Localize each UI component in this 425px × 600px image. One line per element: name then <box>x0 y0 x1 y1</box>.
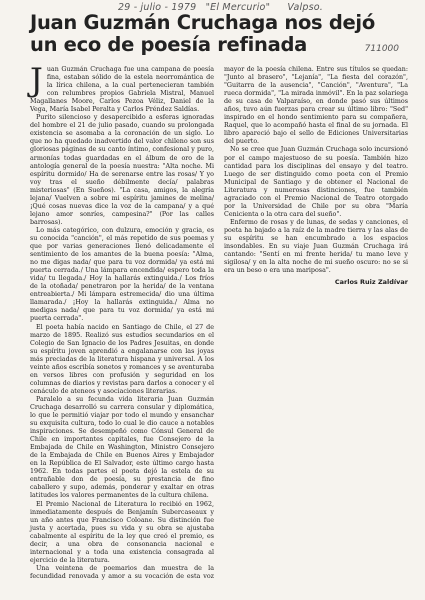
article-paragraph: Purito silencioso y desapercibido a esferas ignoradas del hombre el 21 de julio pasado, cuando su prolongada existencia se asomaba a la coronación de un siglo. Lo que no ha quedado inadvertido del valor chileno son sus gloriosas páginas de su canto íntimo, confesional y puro, armonías todas guardadas en el álbum de oro de la antología general de la poesía nuestra: "Alta noche. Mi espíritu dormido/ Ha de serenarse entre las rosas/ Y yo voy tras el sueño débilmente decía/ palabras misteriosas" (En Sueños). "La casa, amigos, la alegría lejana/ Vuelven a sobre mi espíritu jamines de melina/ ¡Qué cosas nuevas dice la voz de la campana/ y a qué lejano amor sonríes, campesina?" (Por las calles barrosas). <box>30 114 214 226</box>
drop-cap: J <box>30 61 43 99</box>
article-paragraph: No se cree que Juan Guzmán Cruchaga solo incursionó por el campo majestuoso de su poesía. También hizo cantidad para los disciplinas del ensayo y del teatro. Luego de ser distinguido como poeta con el Premio Municipal de Santiago y de obtener el Nacional de Literatura y numerosas distinciones, fue también agraciado con el Premio Nacional de Teatro otorgado por la Universidad de Chile por su obra "María Cenicienta o la otra cara del sueño". <box>224 146 408 218</box>
article-body <box>30 61 408 586</box>
article-paragraph: Enfermo de rosas y de lunas, de sedas y canciones, el poeta ha bajado a la raíz de la madre tierra y las alas de su espíritu se han encumbrado a los espacios insondables. En su viaje Juan Guzmán Cruchaga irá cantando: "Sentí en mi frente herida/ tu mano leve y sigilosa/ y en la alta noche de mi sueño oscuro: no se si era un beso o era una mariposa". <box>224 218 408 275</box>
article-paragraph: Una veintena de poemarios dan muestra de la fecundidad renovada y amor a su vocación de esta voz mayor de la poesía chilena. Entre sus títulos se quedan: "Junto al brasero", "Lejanía", "La fiesta del corazón", "Guitarra de la ausencia", "Canción", "Aventura", "La rueca dormida", "La mirada inmóvil". En la paz solariega de su casa de Valparaíso, en donde pasó sus últimos años, tuvo aún fuerzas para crear su último libro: "Sed" inspirado en el hondo sentimiento para su compañera, Raquel, que lo acompañó hasta el final de su jornada. El libro apareció bajo el sello de Ediciones Universitarias del puerto. <box>30 66 408 580</box>
article-paragraph: Paralelo a su fecunda vida literaria Juan Guzmán Cruchaga desarrolló su carrera consular y diplomática, lo que le permitió viajar por todo el mundo y ensanchar su exquisita cultura, todo lo cual le dio cauce a notables inspiraciones. Se desempeñó como Cónsul General de Chile en importantes capitales, fue Consejero de la Embajada de Chile en Washington, Ministro Consejero de la Embajada de Chile en Buenos Aires y Embajador en la República de El Salvador, este último cargo hasta 1962. En todas partes el poeta dejó la estela de su entrañable don de poesía, su prestancia de fino caballero y supo, además, ponderar y exaltar en otras latitudes los valores permanentes de la cultura chilena. <box>30 395 214 500</box>
handwritten-date: 29 - julio - 1979 <box>118 2 197 13</box>
lead-text: uan Guzmán Cruchaga fue una campana de poesía fina, estaban sólido de la estela neorromántica de la lírica chilena, a la cual pertenecieran también con relumbres propios Gabriela Mistral, Manuel Magallanes Moore, Carlos Pezoa Véliz, Daniel de la Vega, María Isabel Peralta y Carlos Préndez Saldías. <box>30 66 214 114</box>
article-headline: Juan Guzmán Cruchaga nos dejó un eco de poesía refinada <box>30 11 375 56</box>
article-paragraph: El poeta había nacido en Santiago de Chile, el 27 de marzo de 1895. Realizó sus estudios secundarios en el Colegio de San Ignacio de los Padres Jesuitas, en donde su espíritu joven aprendió a engalanarse con las joyas más preciadas de la literatura hispana y universal. A los veinte años escribía sonetos y romances y se aventuraba en versos libres con profusión y seguridad en los columnas de diarios y revistas para darlos a conocer y el cenáculo de ateneos y asociaciones literarias. <box>30 323 214 395</box>
handwritten-source: "El Mercurio" <box>205 2 271 13</box>
article-paragraph: El Premio Nacional de Literatura lo recibió en 1962, inmediatamente después de Benjamín Subercaseaux y un año antes que Francisco Coloane. Su distinción fue justa y acertada, pues su vida y su obra se ajustaba cabalmente al espíritu de la ley que creó el premio, es decir, a una obra de consonancia nacional e internacional y a toda una existencia consagrada al ejercicio de la literatura. <box>30 500 214 564</box>
author-signature: Carlos Ruiz Zaldívar <box>334 278 408 287</box>
archive-code: 711000 <box>364 44 399 54</box>
lead-paragraph <box>30 61 214 114</box>
article-paragraph: Lo más categórico, con dulzura, emoción y gracia, es su conocida "canción", el más repetido de sus poemas y que por varias generaciones llenó delicadamente el sentimiento de los amantes de la buena poesía: "Alma, no me digas nada/ que para tu voz dormida/ ya está mi puerta cerrada./ Una lámpara encendida/ espero toda la vida/ tu llegada./ Hoy la hallarás extinguida./ Los fríos de la otoñada/ penetraron por la herida/ de la ventana entreabierta./ Mi lámpara estremecida/ dio una última llamarada./ ¡Hoy la hallarás extinguida./ Alma no medigas nada/ que para tu voz dormida/ ya está mi puerta cerrada". <box>30 226 214 323</box>
handwritten-city: Valpso. <box>287 2 323 13</box>
